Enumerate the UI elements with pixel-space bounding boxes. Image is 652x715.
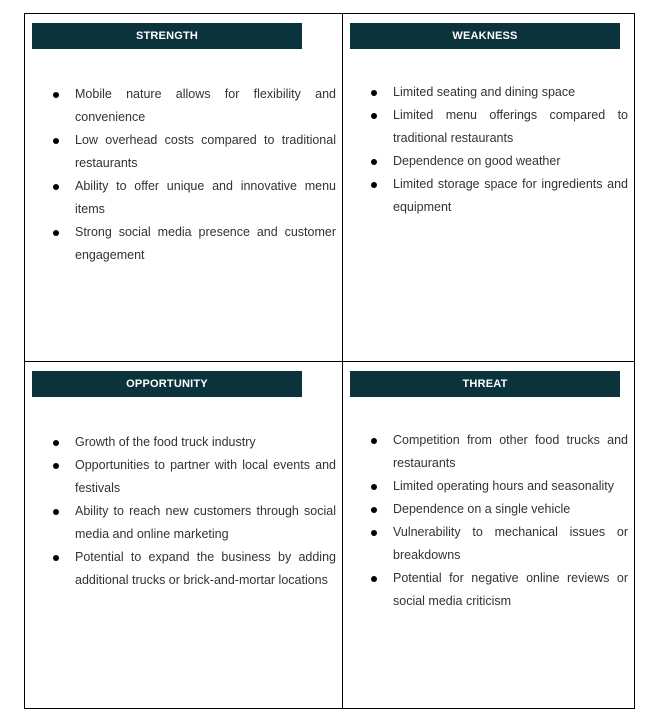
bullet-icon <box>53 92 59 98</box>
threat-header: THREAT <box>350 371 620 397</box>
bullet-icon <box>371 484 377 490</box>
bullet-icon <box>371 576 377 582</box>
opportunity-header: OPPORTUNITY <box>32 371 302 397</box>
weakness-list <box>391 81 628 219</box>
strength-cell <box>25 14 342 361</box>
list-item <box>73 175 336 221</box>
list-item <box>73 546 336 592</box>
bullet-icon <box>371 113 377 119</box>
swot-table <box>24 13 635 709</box>
list-item-text: Vulnerability to mechanical issues or breakdowns <box>393 525 628 562</box>
list-item-text: Dependence on good weather <box>393 154 561 168</box>
bullet-icon <box>53 184 59 190</box>
list-item-text: Potential for negative online reviews or social media criticism <box>393 571 628 608</box>
threat-list <box>391 429 628 613</box>
list-item-text: Strong social media presence and customer engagement <box>75 225 336 262</box>
list-item <box>391 150 628 173</box>
list-item <box>391 429 628 475</box>
list-item <box>391 521 628 567</box>
bullet-icon <box>371 507 377 513</box>
opportunity-cell <box>25 362 342 708</box>
bullet-icon <box>53 230 59 236</box>
list-item <box>391 173 628 219</box>
list-item-text: Limited storage space for ingredients and equipment <box>393 177 628 214</box>
bullet-icon <box>53 440 59 446</box>
strength-header: STRENGTH <box>32 23 302 49</box>
list-item <box>391 475 628 498</box>
list-item <box>73 129 336 175</box>
list-item-text: Limited operating hours and seasonality <box>393 479 614 493</box>
bullet-icon <box>371 159 377 165</box>
bullet-icon <box>53 138 59 144</box>
list-item-text: Mobile nature allows for flexibility and convenience <box>75 87 336 124</box>
bullet-icon <box>371 438 377 444</box>
threat-cell <box>343 362 634 708</box>
list-item-text: Limited menu offerings compared to traditional restaurants <box>393 108 628 145</box>
list-item-text: Opportunities to partner with local events and festivals <box>75 458 336 495</box>
list-item-text: Ability to offer unique and innovative menu items <box>75 179 336 216</box>
bullet-icon <box>53 555 59 561</box>
list-item-text: Competition from other food trucks and restaurants <box>393 433 628 470</box>
list-item <box>391 498 628 521</box>
bullet-icon <box>53 463 59 469</box>
list-item-text: Limited seating and dining space <box>393 85 576 99</box>
list-item-text: Dependence on a single vehicle <box>393 502 571 516</box>
list-item <box>73 454 336 500</box>
list-item <box>391 81 628 104</box>
list-item <box>73 500 336 546</box>
bullet-icon <box>53 509 59 515</box>
list-item-text: Ability to reach new customers through social media and online marketing <box>75 504 336 541</box>
bullet-icon <box>371 530 377 536</box>
list-item-text: Low overhead costs compared to traditional restaurants <box>75 133 336 170</box>
list-item <box>73 431 336 454</box>
list-item <box>73 221 336 267</box>
strength-list <box>73 83 336 267</box>
weakness-header: WEAKNESS <box>350 23 620 49</box>
bullet-icon <box>371 182 377 188</box>
list-item <box>391 567 628 613</box>
list-item <box>73 83 336 129</box>
list-item-text: Potential to expand the business by adding additional trucks or brick-and-mortar locations <box>75 550 336 587</box>
bullet-icon <box>371 90 377 96</box>
weakness-cell <box>343 14 634 361</box>
list-item-text: Growth of the food truck industry <box>75 435 256 449</box>
list-item <box>391 104 628 150</box>
opportunity-list <box>73 431 336 592</box>
